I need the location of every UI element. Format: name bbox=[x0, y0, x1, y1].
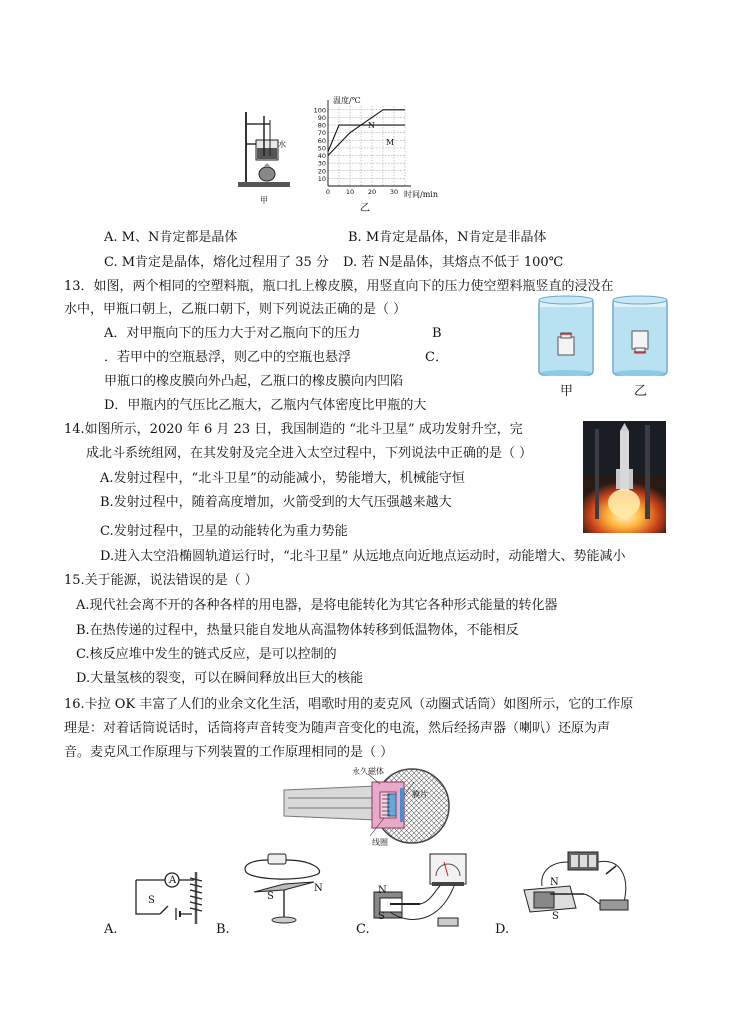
q14-option-b: B.发射过程中，随着高度增加，火箭受到的大气压强越来越大 bbox=[100, 495, 452, 510]
q14-option-d: D.进入太空沿椭圆轨道运行时，“北斗卫星” 从远地点向近地点运动时，动能增大、势能减小 bbox=[100, 549, 626, 564]
chart-ylabel: 温度/℃ bbox=[333, 96, 361, 105]
heating-apparatus-figure bbox=[236, 110, 296, 190]
q15-stem: 15.关于能源，说法错误的是（ ） bbox=[64, 573, 258, 588]
q16-stem-line2: 理是：对着话筒说话时，话筒将声音转变为随声音变化的电流，然后经扬声器（喇叭）还原为声 bbox=[64, 721, 611, 736]
q16-option-b-label: B. bbox=[216, 922, 230, 937]
q15-option-d: D.大量氢核的裂变，可以在瞬间释放出巨大的核能 bbox=[76, 671, 364, 686]
q16-stem-line3: 音。麦克风工作原理与下列装置的工作原理相同的是（ ） bbox=[64, 745, 394, 760]
option-a-switch-label: S bbox=[148, 895, 155, 906]
chart-ytick-label: 10 bbox=[317, 174, 326, 183]
figure-jia-label: 甲 bbox=[260, 196, 268, 205]
chart-ytick-label: 80 bbox=[317, 121, 326, 130]
option-b-pole-n: N bbox=[314, 883, 323, 894]
chart-xlabel: 时间/min bbox=[404, 190, 438, 199]
q14-option-c: C.发射过程中，卫星的动能转化为重力势能 bbox=[100, 524, 348, 539]
q16-option-a-label: A. bbox=[104, 922, 118, 937]
q13-option-a: A．对甲瓶向下的压力大于对乙瓶向下的压力 bbox=[104, 326, 361, 341]
q12-option-d: D. 若 N是晶体，其熔点不低于 100℃ bbox=[343, 255, 564, 270]
q13-option-b: ．若甲中的空瓶悬浮，则乙中的空瓶也悬浮 bbox=[104, 350, 352, 365]
q13-stem-line1: 13．如图，两个相同的空塑料瓶，瓶口扎上橡皮膜，用竖直向下的压力使空塑料瓶竖直的浸没在 bbox=[64, 279, 614, 294]
q13-option-c: 甲瓶口的橡皮膜向外凸起，乙瓶口的橡皮膜向内凹陷 bbox=[104, 374, 404, 389]
q15-option-a: A.现代社会离不开的各种各样的用电器，是将电能转化为其它各种形式能量的转化器 bbox=[76, 598, 558, 613]
q14-stem-line2: 成北斗系统组网，在其发射及完全进入太空过程中，下列说法中正确的是（ ） bbox=[86, 446, 533, 461]
figure-yi-label: 乙 bbox=[360, 203, 370, 214]
option-c-pole-s: S bbox=[378, 911, 385, 922]
chart-xtick-label: 30 bbox=[389, 188, 399, 196]
q16-stem-line1: 16.卡拉 OK 丰富了人们的业余文化生活，唱歌时用的麦克风（动圈式话筒）如图所示，它的工作原 bbox=[64, 697, 634, 712]
chart-xtick-label: 0 bbox=[325, 188, 331, 196]
bottle-in-water-figure-jia bbox=[538, 295, 594, 379]
q13-stem-line2: 水中，甲瓶口朝上，乙瓶口朝下，则下列说法正确的是（ ） bbox=[64, 302, 407, 317]
option-d-pole-n: N bbox=[550, 877, 559, 888]
q14-stem-line1: 14.如图所示，2020 年 6 月 23 日，我国制造的 “北斗卫星” 成功发射升空，完 bbox=[64, 422, 523, 437]
chart-ytick-label: 20 bbox=[317, 167, 326, 176]
q12-option-b: B. M肯定是晶体，N肯定是非晶体 bbox=[348, 230, 547, 245]
q13-option-b-marker: B bbox=[432, 326, 442, 341]
option-d-pole-s: S bbox=[552, 911, 559, 922]
option-a-ammeter-label: A bbox=[169, 875, 177, 886]
chart-ytick-label: 70 bbox=[317, 129, 326, 138]
water-label: 水 bbox=[278, 140, 286, 149]
q14-option-a: A.发射过程中，“北斗卫星”的动能减小，势能增大，机械能守恒 bbox=[100, 471, 465, 486]
microphone-diagram bbox=[284, 768, 454, 844]
series-label-M: M bbox=[386, 138, 395, 147]
chart-series-line-N bbox=[328, 110, 405, 156]
q13-figure-jia-label: 甲 bbox=[560, 384, 574, 399]
rocket-launch-photo bbox=[583, 421, 666, 533]
temperature-time-chart bbox=[310, 94, 420, 204]
mic-membrane-label: 膜片 bbox=[412, 790, 428, 799]
option-d-motor-figure bbox=[520, 846, 640, 926]
series-label-N: N bbox=[368, 121, 375, 130]
chart-xtick-label: 20 bbox=[367, 188, 377, 196]
q13-option-d: D．甲瓶内的气压比乙瓶大，乙瓶内气体密度比甲瓶的大 bbox=[104, 398, 427, 413]
chart-ytick-label: 60 bbox=[317, 136, 326, 145]
q15-option-c: C.核反应堆中发生的链式反应，是可以控制的 bbox=[76, 647, 337, 662]
option-b-pole-s: S bbox=[267, 891, 274, 902]
mic-magnet-label: 永久磁体 bbox=[352, 767, 384, 776]
q12-option-a: A. M、N肯定都是晶体 bbox=[104, 230, 238, 245]
chart-xtick-label: 10 bbox=[345, 188, 355, 196]
option-c-pole-n: N bbox=[378, 885, 387, 896]
q12-option-c: C. M肯定是晶体，熔化过程用了 35 分 bbox=[104, 255, 329, 270]
q16-option-c-label: C. bbox=[356, 922, 370, 937]
mic-coil-label: 线圈 bbox=[372, 838, 388, 847]
bottle-in-water-figure-yi bbox=[612, 295, 668, 379]
chart-ytick-label: 50 bbox=[317, 144, 326, 153]
q16-option-d-label: D. bbox=[495, 922, 510, 937]
chart-ytick-label: 90 bbox=[317, 113, 326, 122]
q13-figure-yi-label: 乙 bbox=[634, 384, 648, 399]
chart-ytick-label: 40 bbox=[317, 152, 326, 161]
q13-option-c-marker: C． bbox=[425, 350, 448, 365]
chart-ytick-label: 30 bbox=[317, 159, 326, 168]
q15-option-b: B.在热传递的过程中，热量只能自发地从高温物体转移到低温物体，不能相反 bbox=[76, 623, 519, 638]
chart-ytick-label: 100 bbox=[313, 106, 326, 115]
